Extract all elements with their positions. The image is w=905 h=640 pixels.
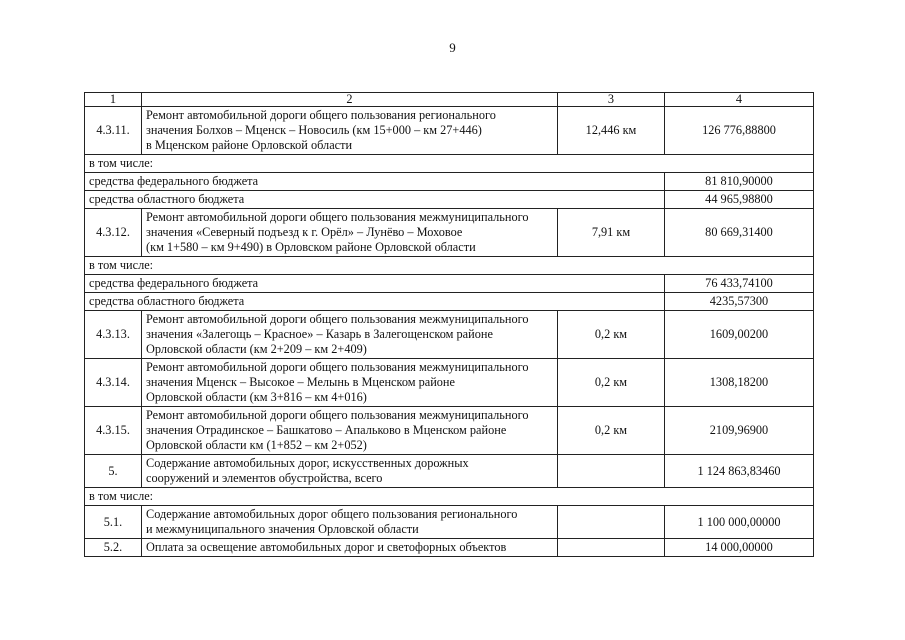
funding-source-amount: 4235,57300 bbox=[665, 293, 814, 311]
description-line: значения Отрадинское – Башкатово – Апальково в Мценском районе bbox=[146, 423, 507, 437]
item-amount: 1308,18200 bbox=[665, 359, 814, 407]
description-line: (км 1+580 – км 9+490) в Орловском районе Орловской области bbox=[146, 240, 476, 254]
item-number: 5. bbox=[85, 455, 142, 488]
item-description bbox=[142, 311, 558, 359]
item-number: 5.2. bbox=[85, 539, 142, 557]
header-cell-3: 3 bbox=[558, 93, 665, 107]
description-line: Содержание автомобильных дорог общего пользования регионального bbox=[146, 507, 518, 521]
item-amount: 14 000,00000 bbox=[665, 539, 814, 557]
item-length: 0,2 км bbox=[558, 407, 665, 455]
item-number: 4.3.13. bbox=[85, 311, 142, 359]
funding-source-row bbox=[85, 191, 814, 209]
description-line: Орловской области км (1+852 – км 2+052) bbox=[146, 438, 367, 452]
table-header-row bbox=[85, 93, 814, 107]
item-length bbox=[558, 455, 665, 488]
description-line: Оплата за освещение автомобильных дорог и светофорных объектов bbox=[146, 540, 507, 554]
description-line: Орловской области (км 3+816 – км 4+016) bbox=[146, 390, 367, 404]
item-description bbox=[142, 107, 558, 155]
item-length: 12,446 км bbox=[558, 107, 665, 155]
item-length: 0,2 км bbox=[558, 311, 665, 359]
description-line: Ремонт автомобильной дороги общего пользования регионального bbox=[146, 108, 496, 122]
table-row bbox=[85, 209, 814, 257]
table-row bbox=[85, 311, 814, 359]
item-number: 4.3.12. bbox=[85, 209, 142, 257]
description-line: Ремонт автомобильной дороги общего пользования межмуниципального bbox=[146, 312, 529, 326]
funding-source-label: средства федерального бюджета bbox=[85, 275, 665, 293]
item-description bbox=[142, 539, 558, 557]
note-row bbox=[85, 257, 814, 275]
item-amount: 80 669,31400 bbox=[665, 209, 814, 257]
header-cell-1: 1 bbox=[85, 93, 142, 107]
item-number: 4.3.15. bbox=[85, 407, 142, 455]
funding-source-label: средства областного бюджета bbox=[85, 293, 665, 311]
description-line: Ремонт автомобильной дороги общего пользования межмуниципального bbox=[146, 360, 529, 374]
description-line: Ремонт автомобильной дороги общего пользования межмуниципального bbox=[146, 408, 529, 422]
description-line: значения «Залегощь – Красное» – Казарь в Залегощенском районе bbox=[146, 327, 493, 341]
note-text: в том числе: bbox=[85, 488, 814, 506]
table-row bbox=[85, 107, 814, 155]
funding-source-amount: 44 965,98800 bbox=[665, 191, 814, 209]
item-description bbox=[142, 359, 558, 407]
description-line: Орловской области (км 2+209 – км 2+409) bbox=[146, 342, 367, 356]
header-cell-2: 2 bbox=[142, 93, 558, 107]
item-length bbox=[558, 539, 665, 557]
item-length: 7,91 км bbox=[558, 209, 665, 257]
item-amount: 1 124 863,83460 bbox=[665, 455, 814, 488]
description-line: в Мценском районе Орловской области bbox=[146, 138, 353, 152]
item-description bbox=[142, 209, 558, 257]
funding-source-amount: 76 433,74100 bbox=[665, 275, 814, 293]
table-row bbox=[85, 506, 814, 539]
item-description bbox=[142, 407, 558, 455]
funding-source-row bbox=[85, 293, 814, 311]
item-amount: 1609,00200 bbox=[665, 311, 814, 359]
item-length: 0,2 км bbox=[558, 359, 665, 407]
funding-source-label: средства федерального бюджета bbox=[85, 173, 665, 191]
description-line: значения Болхов – Мценск – Новосиль (км 15+000 – км 27+446) bbox=[146, 123, 482, 137]
table-row bbox=[85, 455, 814, 488]
item-amount: 126 776,88800 bbox=[665, 107, 814, 155]
item-amount: 1 100 000,00000 bbox=[665, 506, 814, 539]
note-text: в том числе: bbox=[85, 155, 814, 173]
item-length bbox=[558, 506, 665, 539]
funding-source-row bbox=[85, 173, 814, 191]
description-line: значения Мценск – Высокое – Мелынь в Мценском районе bbox=[146, 375, 455, 389]
funding-source-row bbox=[85, 275, 814, 293]
funding-source-amount: 81 810,90000 bbox=[665, 173, 814, 191]
table-row bbox=[85, 407, 814, 455]
description-line: сооружений и элементов обустройства, всего bbox=[146, 471, 383, 485]
description-line: и межмуниципального значения Орловской области bbox=[146, 522, 419, 536]
budget-table-body bbox=[85, 93, 814, 557]
description-line: Содержание автомобильных дорог, искусственных дорожных bbox=[146, 456, 469, 470]
item-number: 5.1. bbox=[85, 506, 142, 539]
description-line: Ремонт автомобильной дороги общего пользования межмуниципального bbox=[146, 210, 529, 224]
budget-table bbox=[84, 92, 814, 557]
item-amount: 2109,96900 bbox=[665, 407, 814, 455]
table-row bbox=[85, 359, 814, 407]
item-description bbox=[142, 506, 558, 539]
page-number: 9 bbox=[449, 40, 456, 55]
note-row bbox=[85, 488, 814, 506]
note-row bbox=[85, 155, 814, 173]
note-text: в том числе: bbox=[85, 257, 814, 275]
description-line: значения «Северный подъезд к г. Орёл» – Лунёво – Моховое bbox=[146, 225, 463, 239]
table-row bbox=[85, 539, 814, 557]
header-cell-4: 4 bbox=[665, 93, 814, 107]
item-number: 4.3.11. bbox=[85, 107, 142, 155]
item-description bbox=[142, 455, 558, 488]
funding-source-label: средства областного бюджета bbox=[85, 191, 665, 209]
item-number: 4.3.14. bbox=[85, 359, 142, 407]
